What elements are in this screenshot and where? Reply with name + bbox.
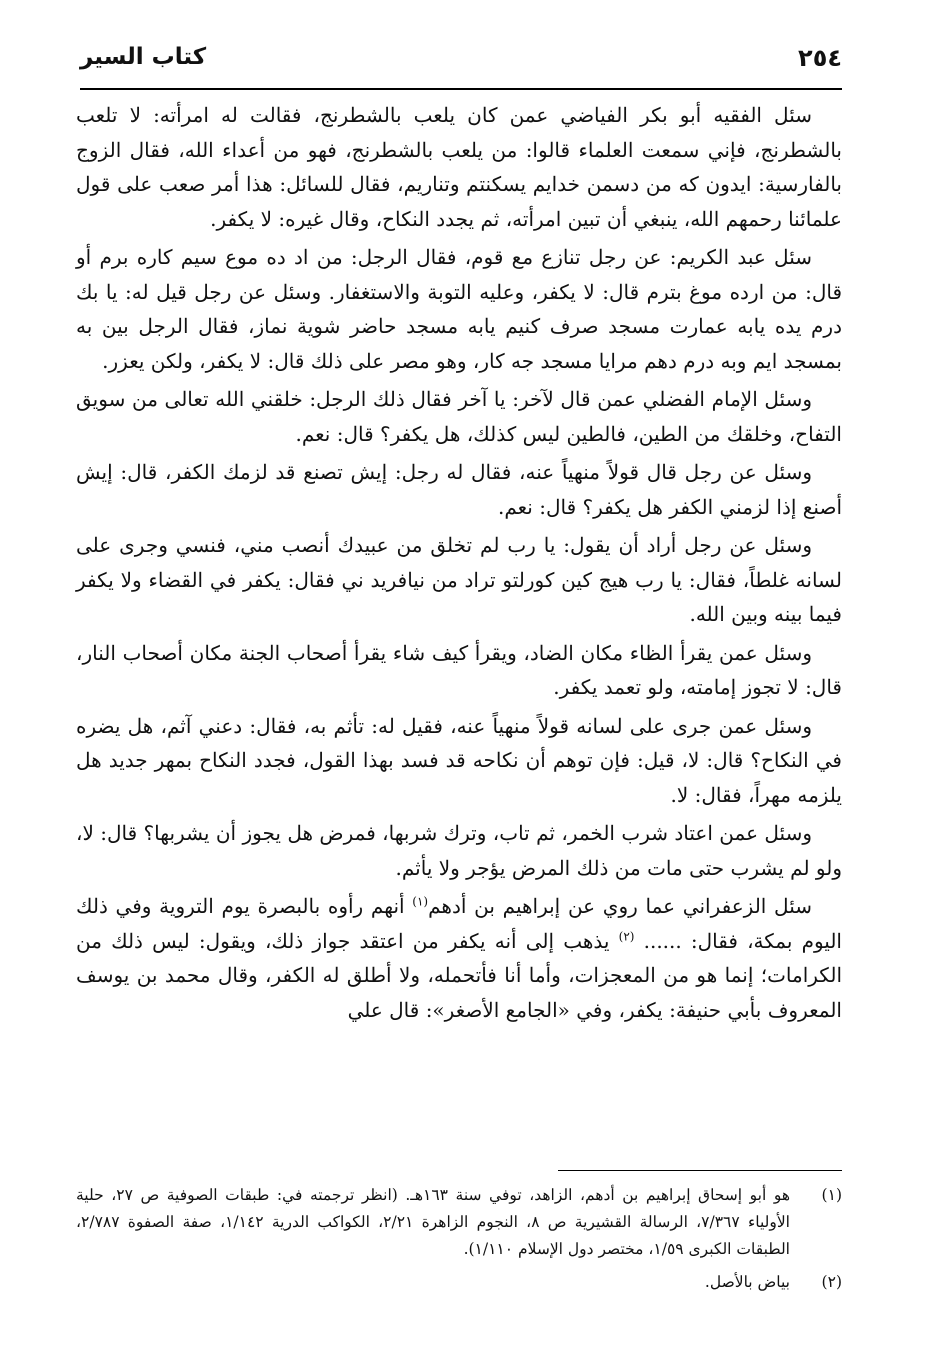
footnote-divider xyxy=(558,1170,842,1171)
footnote-1 xyxy=(76,1182,842,1263)
paragraph-7: وسئل عمن جرى على لسانه قولاً منهياً عنه، فقيل له: تأثم به، فقال: دعني آثم، هل يضره في النكاح؟ قال: لا، قيل: فإن توهم أن نكاحه قد فسد بهذا القول، فجدد النكاح بمهر جديد هل يلزمه مهراً، فقال: لا. xyxy=(76,713,842,807)
paragraph-8: وسئل عمن اعتاد شرب الخمر، ثم تاب، وترك شربها، فمرض هل يجوز أن يشربها؟ قال: لا، ولو لم يشرب حتى مات من ذلك المرض يؤجر ولا يأثم. xyxy=(76,821,842,880)
main-text xyxy=(76,98,842,1027)
paragraph-9 xyxy=(76,889,842,1027)
footnote-ref-1: (١) xyxy=(412,894,429,909)
footnote-text: هو أبو إسحاق إبراهيم بن أدهم، الزاهد، توفي سنة ١٦٣هـ. (انظر ترجمته في: طبقات الصوفية ص ٢٧، حلية الأولياء ٧/٣٦٧، الرسالة القشيرية ص ٨، النجوم الزاهرة ٢/٢١، الكواكب الدرية ١/١٤٢، صفة الصفوة ٢/٧٨٧، الطبقات الكبرى ١/٥٩، مختصر دول الإسلام ١/١١٠). xyxy=(76,1186,790,1258)
paragraph-9-part-b: أنهم رأوه بالبصرة يوم التروية وفي ذلك اليوم بمكة، فقال: ...... xyxy=(76,894,842,953)
paragraph-5: وسئل عن رجل أراد أن يقول: يا رب لم تخلق من عبيدك أنصب مني، فنسي وجرى على لسانه غلطاً، فقال: يا رب هيج كين كورلتو تراد من نيافريد ني فقال: يكفر في القضاء ولا يكفر فيما بينه وبين الله. xyxy=(76,533,842,626)
footnote-number: (١) xyxy=(821,1186,842,1204)
paragraph-4: وسئل عن رجل قال قولاً منهياً عنه، فقال له رجل: إيش تصنع قد لزمك الكفر، قال: إيش أصنع إذا لزمني الكفر هل يكفر؟ قال: نعم. xyxy=(76,460,842,519)
footnote-number: (٢) xyxy=(821,1273,842,1291)
page-header xyxy=(80,40,842,90)
footnote-text: بياض بالأصل. xyxy=(704,1273,790,1291)
footnotes xyxy=(76,1182,842,1302)
footnote-ref-2: (٢) xyxy=(618,928,635,943)
paragraph-6: وسئل عمن يقرأ الظاء مكان الضاد، ويقرأ كيف شاء يقرأ أصحاب الجنة مكان أصحاب النار، قال: لا تجوز إمامته، ولو تعمد يكفر. xyxy=(76,640,842,699)
book-title: كتاب السير xyxy=(80,44,207,70)
page-number: ٢٥٤ xyxy=(798,44,842,72)
paragraph-1: سئل الفقيه أبو بكر الفياضي عمن كان يلعب بالشطرنج، فقالت له امرأته: لا تلعب بالشطرنج، فإني سمعت العلماء قالوا: من يلعب بالشطرنج، فهو من أعداء الله، فقال الزوج بالفارسية: ايدون كه من دسمن خدايم يسكنتم وتناريم، فقال للسائل: هذا أمر صعب على قول علمائنا رحمهم الله، ينبغي أن تبين امرأته، ثم يجدد النكاح، وقال غيره: لا يكفر. xyxy=(76,103,842,231)
paragraph-9-part-a: سئل الزعفراني عما روي عن إبراهيم بن أدهم xyxy=(428,894,812,918)
footnote-2 xyxy=(76,1269,842,1296)
paragraph-3: وسئل الإمام الفضلي عمن قال لآخر: يا آخر فقال ذلك الرجل: خلقني الله تعالى من سويق التفاح، وخلقك من الطين، فالطين ليس كذلك، هل يكفر؟ قال: نعم. xyxy=(76,387,842,446)
paragraph-9-part-c: يذهب إلى أنه يكفر من اعتقد جواز ذلك، ويقول: ليس ذلك من الكرامات؛ إنما هو من المعجزات، وأما أنا فأتحمله، ولا أطلق له الكفر، وقال محمد بن يوسف المعروف بأبي حنيفة: يكفر، وفي «الجامع الأصغر»: قال علي xyxy=(76,928,843,1022)
paragraph-2: سئل عبد الكريم: عن رجل تنازع مع قوم، فقال الرجل: من اد ده موع سيم كاره برم أو قال: من ارده موغ بترم قال: لا يكفر، وعليه التوبة والاستغفار. وسئل عن رجل قيل له: يا بك درم يده يابه عمارت مسجد صرف كنيم يابه مسجد حاضر شوية نماز، فقال الرجل بين به بمسجد ايم وبه درم دهم مرايا مسجد جه كار، وهو مصر على ذلك قال: لا يكفر، ولكن يعزر. xyxy=(76,245,842,373)
